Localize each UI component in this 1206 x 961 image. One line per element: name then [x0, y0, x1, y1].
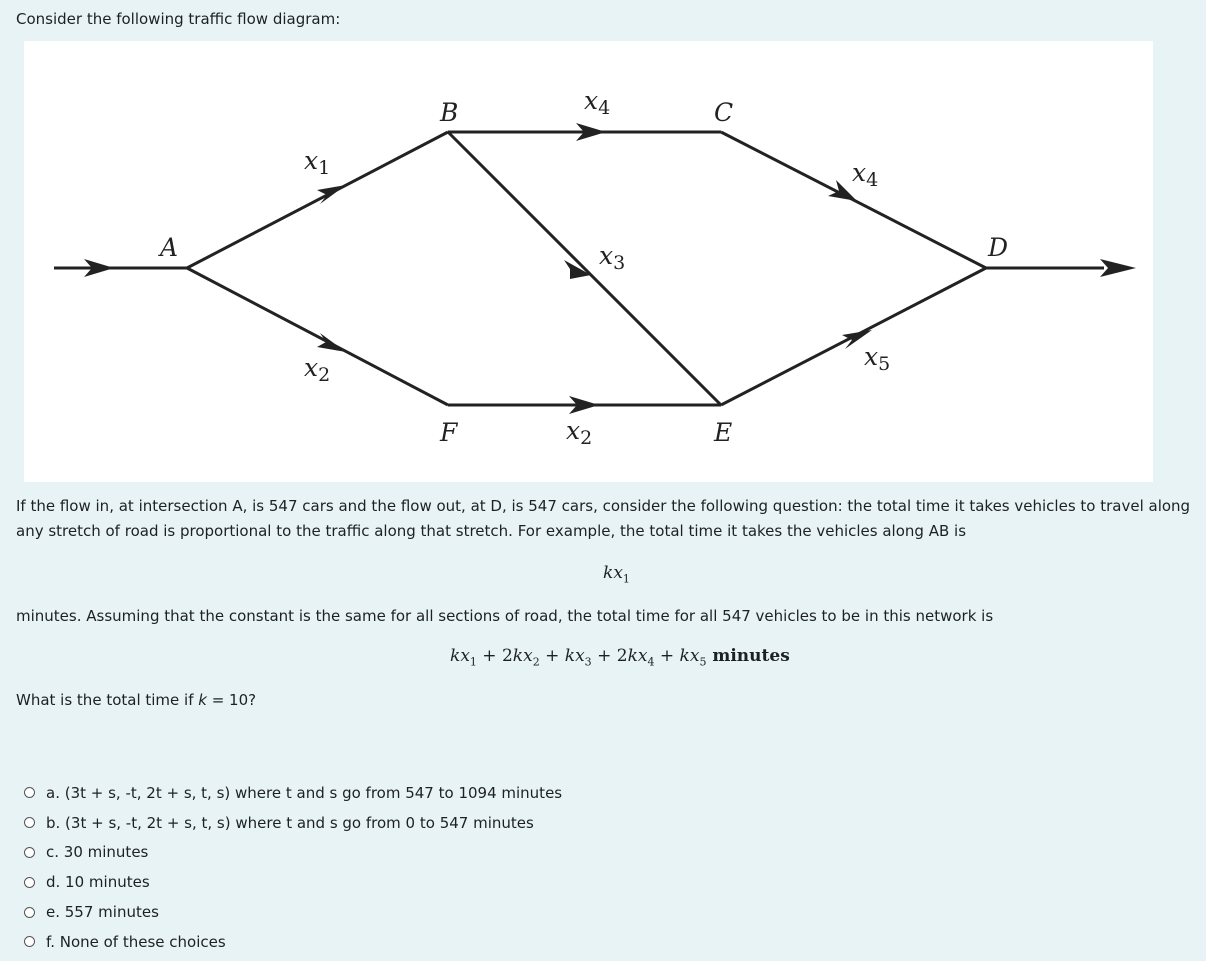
formula-total-time: $kx_1 + 2kx_2 + kx_3 + 2kx_4 + kx_5$ minutes — [450, 646, 790, 669]
option-d[interactable] — [24, 867, 562, 897]
question-paragraph-1: If the flow in, at intersection A, is 547 cars and the flow out, at D, is 547 cars, consider the following question: the total time it takes vehicles to travel along any stretch of road is proportional to the traffic along that stretch. For example, the total time it takes the vehicles along AB is — [16, 497, 1191, 540]
question-paragraph-2: minutes. Assuming that the constant is the same for all sections of road, the total time for all 547 vehicles to be in this network is — [16, 607, 994, 625]
option-c[interactable] — [24, 838, 562, 868]
radio-icon[interactable] — [24, 787, 35, 798]
node-label-f: F — [440, 418, 458, 447]
answer-options — [24, 778, 562, 957]
edge-label-x4-right: $x_4$ — [852, 158, 879, 191]
edge-label-x1: $x_1$ — [304, 146, 331, 179]
radio-icon[interactable] — [24, 817, 35, 828]
node-label-b: B — [440, 98, 459, 127]
option-label: f. None of these choices — [46, 932, 226, 951]
node-label-a: A — [160, 233, 179, 262]
option-a[interactable] — [24, 778, 562, 808]
edge-label-x2-upper: $x_2$ — [304, 353, 331, 386]
radio-icon[interactable] — [24, 847, 35, 858]
question-intro: Consider the following traffic flow diagram: — [16, 10, 341, 28]
option-label: e. 557 minutes — [46, 903, 159, 922]
option-e[interactable] — [24, 897, 562, 927]
traffic-flow-diagram — [24, 41, 1153, 482]
edge-label-x3: $x_3$ — [599, 241, 626, 274]
arrow-a-b — [317, 185, 346, 204]
option-b[interactable] — [24, 808, 562, 838]
option-label: b. (3t + s, -t, 2t + s, t, s) where t and s go from 0 to 547 minutes — [46, 813, 534, 832]
edge-label-x4-top: $x_4$ — [584, 86, 611, 119]
road-b-e — [448, 132, 721, 405]
question-prompt: What is the total time if k = 10? — [16, 691, 257, 709]
node-label-e: E — [714, 418, 733, 447]
radio-icon[interactable] — [24, 907, 35, 918]
option-label: c. 30 minutes — [46, 843, 149, 862]
formula-ab-time: $kx_1$ — [603, 563, 630, 586]
node-label-c: C — [714, 98, 734, 127]
radio-icon[interactable] — [24, 877, 35, 888]
radio-icon[interactable] — [24, 936, 35, 947]
diagram-svg — [24, 41, 1153, 482]
arrow-a-f — [317, 333, 346, 352]
edge-label-x2-lower: $x_2$ — [566, 416, 593, 449]
option-f[interactable] — [24, 927, 562, 957]
edge-label-x5: $x_5$ — [864, 342, 891, 375]
option-label: a. (3t + s, -t, 2t + s, t, s) where t and s go from 547 to 1094 minutes — [46, 783, 563, 802]
node-label-d: D — [988, 233, 1009, 262]
option-label: d. 10 minutes — [46, 873, 150, 892]
arrow-d-out — [1100, 259, 1136, 277]
